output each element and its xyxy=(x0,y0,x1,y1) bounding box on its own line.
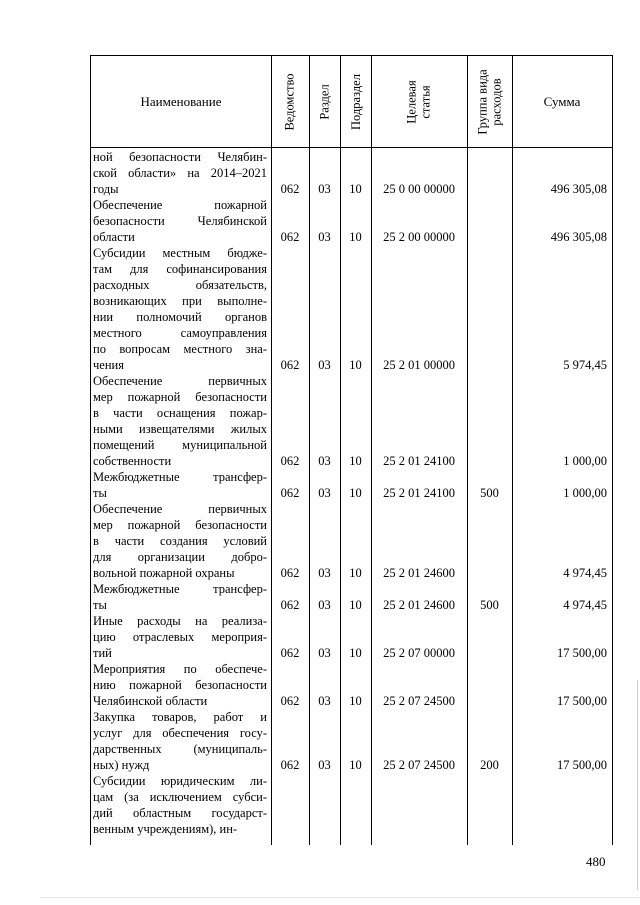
row-cell-vedomstvo: 062 xyxy=(280,646,300,660)
row-name-line: тий xyxy=(93,646,112,660)
row-cell-summa: 17 500,00 xyxy=(557,694,607,708)
row-cell-podrazdel: 10 xyxy=(349,182,362,196)
column-divider xyxy=(271,56,272,845)
row-name-line: области xyxy=(93,230,135,244)
row-cell-celevaya-statya: 25 2 01 24600 xyxy=(383,566,455,580)
row-name-line: цам (за исключением субси- xyxy=(93,790,267,804)
row-cell-celevaya-statya: 25 2 01 00000 xyxy=(383,358,455,372)
row-name-line: вольной пожарной охраны xyxy=(93,566,235,580)
page-number: 480 xyxy=(586,854,606,869)
row-cell-podrazdel: 10 xyxy=(349,230,362,244)
header-summa: Сумма xyxy=(543,93,581,109)
row-name-line: мер пожарной безопасности xyxy=(93,518,267,532)
row-cell-vedomstvo: 062 xyxy=(280,598,300,612)
row-cell-razdel: 03 xyxy=(318,566,331,580)
row-name-line: нии полномочий органов xyxy=(93,310,267,324)
row-cell-celevaya-statya: 25 2 00 00000 xyxy=(383,230,455,244)
header-razdel: Раздел xyxy=(317,83,332,120)
row-name-line: по вопросам местного зна- xyxy=(93,342,267,356)
row-cell-razdel: 03 xyxy=(318,454,331,468)
row-cell-celevaya-statya: 25 0 00 00000 xyxy=(383,182,455,196)
row-cell-vedomstvo: 062 xyxy=(280,230,300,244)
row-name-line: ты xyxy=(93,486,107,500)
row-cell-razdel: 03 xyxy=(318,486,331,500)
header-divider xyxy=(91,147,612,148)
row-name-line: Закупка товаров, работ и xyxy=(93,710,267,724)
column-divider xyxy=(467,56,468,845)
header-vedomstvo: Ведомство xyxy=(283,72,297,131)
row-name-line: там для софинансирования xyxy=(93,262,267,276)
row-cell-vedomstvo: 062 xyxy=(280,758,300,772)
row-cell-celevaya-statya: 25 2 01 24100 xyxy=(383,454,455,468)
row-cell-gruppa-rashodov: 500 xyxy=(480,486,499,500)
row-name-line: венным учреждениям), ин- xyxy=(93,822,238,836)
row-cell-vedomstvo: 062 xyxy=(280,694,300,708)
header-celevaya-statya: Целевая статья xyxy=(405,79,433,124)
row-cell-vedomstvo: 062 xyxy=(280,486,300,500)
row-cell-vedomstvo: 062 xyxy=(280,566,300,580)
row-name-line: в части оснащения пожар- xyxy=(93,406,267,420)
row-cell-vedomstvo: 062 xyxy=(280,358,300,372)
row-cell-celevaya-statya: 25 2 07 00000 xyxy=(383,646,455,660)
row-name-line: ной безопасности Челябин- xyxy=(93,150,267,164)
row-cell-podrazdel: 10 xyxy=(349,566,362,580)
row-name-line: мер пожарной безопасности xyxy=(93,390,267,404)
row-name-line: ской области» на 2014–2021 xyxy=(93,166,267,180)
scan-edge xyxy=(40,897,640,898)
column-divider xyxy=(340,56,341,845)
row-name-line: услуг для обеспечения госу- xyxy=(93,726,267,740)
row-name-line: помещений муниципальной xyxy=(93,438,267,452)
row-name-line: Иные расходы на реализа- xyxy=(93,614,267,628)
row-cell-razdel: 03 xyxy=(318,646,331,660)
row-name-line: Обеспечение первичных xyxy=(93,502,267,516)
row-cell-podrazdel: 10 xyxy=(349,454,362,468)
row-cell-razdel: 03 xyxy=(318,598,331,612)
row-name-line: Челябинской области xyxy=(93,694,208,708)
header-gruppa-rashodov: Группа вида расходов xyxy=(475,68,504,135)
header-name: Наименование xyxy=(140,93,222,109)
row-cell-gruppa-rashodov: 200 xyxy=(480,758,499,772)
row-cell-razdel: 03 xyxy=(318,230,331,244)
row-cell-razdel: 03 xyxy=(318,694,331,708)
row-name-line: ных) нужд xyxy=(93,758,150,772)
row-cell-podrazdel: 10 xyxy=(349,486,362,500)
row-name-line: Обеспечение пожарной xyxy=(93,198,267,212)
row-cell-summa: 496 305,08 xyxy=(550,230,607,244)
row-name-line: местного самоуправления xyxy=(93,326,267,340)
row-cell-summa: 17 500,00 xyxy=(557,758,607,772)
row-name-line: расходных обязательств, xyxy=(93,278,267,292)
row-cell-summa: 5 974,45 xyxy=(563,358,607,372)
row-name-line: собственности xyxy=(93,454,172,468)
row-name-line: Межбюджетные трансфер- xyxy=(93,582,267,596)
row-cell-vedomstvo: 062 xyxy=(280,454,300,468)
row-cell-podrazdel: 10 xyxy=(349,598,362,612)
row-cell-celevaya-statya: 25 2 01 24100 xyxy=(383,486,455,500)
budget-table xyxy=(90,55,613,845)
row-cell-summa: 1 000,00 xyxy=(563,454,607,468)
row-cell-summa: 4 974,45 xyxy=(563,566,607,580)
row-name-line: цию отраслевых мероприя- xyxy=(93,630,267,644)
row-name-line: ты xyxy=(93,598,107,612)
scan-edge xyxy=(637,680,638,890)
row-name-line: годы xyxy=(93,182,119,196)
row-cell-summa: 496 305,08 xyxy=(550,182,607,196)
row-name-line: в части создания условий xyxy=(93,534,267,548)
row-cell-razdel: 03 xyxy=(318,182,331,196)
row-name-line: чения xyxy=(93,358,124,372)
row-name-line: дарственных (муниципаль- xyxy=(93,742,267,756)
row-name-line: возникающих при выполне- xyxy=(93,294,267,308)
row-name-line: Межбюджетные трансфер- xyxy=(93,470,267,484)
row-cell-gruppa-rashodov: 500 xyxy=(480,598,499,612)
row-name-line: дий областным государст- xyxy=(93,806,267,820)
row-cell-razdel: 03 xyxy=(318,358,331,372)
row-cell-podrazdel: 10 xyxy=(349,358,362,372)
row-cell-vedomstvo: 062 xyxy=(280,182,300,196)
row-name-line: Мероприятия по обеспече- xyxy=(93,662,267,676)
row-name-line: безопасности Челябинской xyxy=(93,214,267,228)
row-name-line: ными извещателями жилых xyxy=(93,422,267,436)
row-name-line: для организации добро- xyxy=(93,550,267,564)
row-name-line: нию пожарной безопасности xyxy=(93,678,267,692)
row-cell-podrazdel: 10 xyxy=(349,758,362,772)
row-cell-celevaya-statya: 25 2 07 24500 xyxy=(383,758,455,772)
row-cell-podrazdel: 10 xyxy=(349,646,362,660)
row-name-line: Субсидии местным бюдже- xyxy=(93,246,267,260)
column-divider xyxy=(512,56,513,845)
row-cell-celevaya-statya: 25 2 01 24600 xyxy=(383,598,455,612)
row-cell-celevaya-statya: 25 2 07 24500 xyxy=(383,694,455,708)
row-cell-summa: 1 000,00 xyxy=(563,486,607,500)
row-name-line: Обеспечение первичных xyxy=(93,374,267,388)
column-divider xyxy=(371,56,372,845)
row-cell-razdel: 03 xyxy=(318,758,331,772)
row-name-line: Субсидии юридическим ли- xyxy=(93,774,267,788)
header-podrazdel: Подраздел xyxy=(348,73,363,130)
row-cell-summa: 4 974,45 xyxy=(563,598,607,612)
column-divider xyxy=(309,56,310,845)
row-cell-summa: 17 500,00 xyxy=(557,646,607,660)
row-cell-podrazdel: 10 xyxy=(349,694,362,708)
